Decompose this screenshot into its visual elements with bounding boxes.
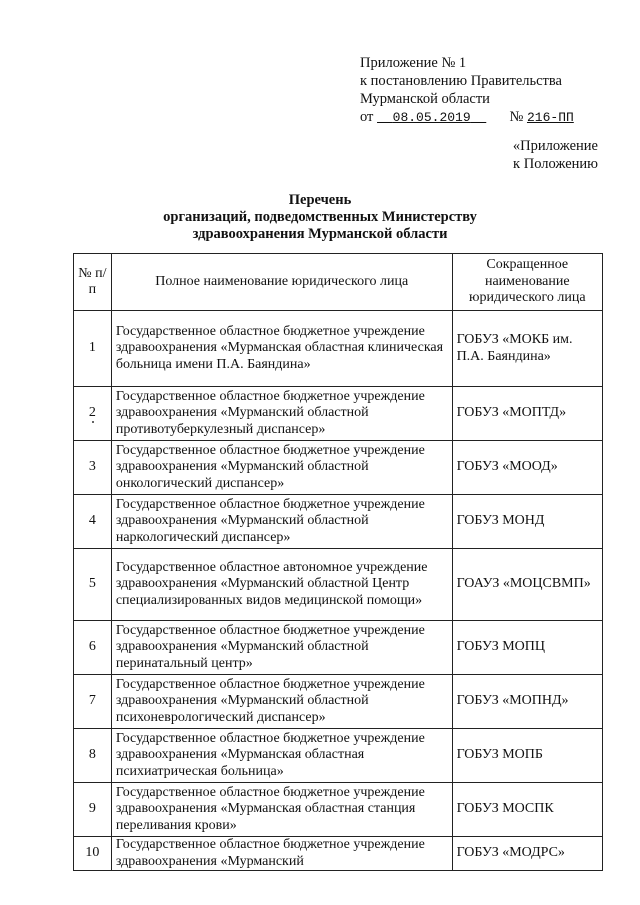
title-line-2: организаций, подведомственных Министерству — [163, 209, 477, 225]
row-number: 6 — [74, 621, 112, 675]
full-name-cell: Государственное областное бюджетное учреждение здравоохранения «Мурманская областная станция переливания крови» — [111, 783, 452, 837]
table-header-row — [74, 254, 603, 311]
short-name-cell: ГОБУЗ МОНД — [452, 495, 602, 549]
full-name-cell: Государственное областное бюджетное учреждение здравоохранения «Мурманский областной противотуберкулезный диспансер» — [111, 387, 452, 441]
table-row — [74, 621, 603, 675]
appendix-region-line: Мурманской области — [360, 91, 490, 107]
full-name-cell: Государственное областное бюджетное учреждение здравоохранения «Мурманская областная клиническая больница имени П.А. Баяндина» — [111, 311, 452, 387]
short-name-cell: ГОАУЗ «МОЦСВМП» — [452, 549, 602, 621]
short-name-cell: ГОБУЗ «МОДРС» — [452, 837, 602, 871]
row-number: 5 — [74, 549, 112, 621]
appendix-block — [360, 54, 574, 127]
full-name-cell: Государственное областное бюджетное учреждение здравоохранения «Мурманский областной онкологический диспансер» — [111, 441, 452, 495]
header-full-name: Полное наименование юридического лица — [111, 254, 452, 311]
appendix-date-line — [360, 108, 574, 127]
table-row — [74, 441, 603, 495]
table-row — [74, 783, 603, 837]
table-row — [74, 495, 603, 549]
table-row — [74, 729, 603, 783]
document-title — [0, 192, 640, 243]
full-name-cell: Государственное областное бюджетное учреждение здравоохранения «Мурманский — [111, 837, 452, 871]
table-row — [74, 837, 603, 871]
short-name-cell: ГОБУЗ МОПЦ — [452, 621, 602, 675]
annex-block — [513, 137, 598, 173]
short-name-cell: ГОБУЗ «МООД» — [452, 441, 602, 495]
header-num: № п/п — [74, 254, 112, 311]
short-name-cell: ГОБУЗ МОСПК — [452, 783, 602, 837]
full-name-cell: Государственное областное бюджетное учреждение здравоохранения «Мурманский областной психоневрологический диспансер» — [111, 675, 452, 729]
table-body — [74, 311, 603, 871]
full-name-cell: Государственное областное бюджетное учреждение здравоохранения «Мурманский областной перинатальный центр» — [111, 621, 452, 675]
row-number: 9 — [74, 783, 112, 837]
date-prefix: от — [360, 109, 374, 125]
appendix-title: Приложение № 1 — [360, 55, 467, 71]
appendix-decree-line: к постановлению Правительства — [360, 73, 562, 89]
organizations-table — [73, 253, 603, 871]
full-name-cell: Государственное областное автономное учреждение здравоохранения «Мурманский областной Центр специализированных видов медицинской помощи» — [111, 549, 452, 621]
row-number: 4 — [74, 495, 112, 549]
title-line-3: здравоохранения Мурманской области — [192, 226, 448, 242]
annex-title: «Приложение — [512, 138, 598, 154]
table-row — [74, 387, 603, 441]
row-number: 7 — [74, 675, 112, 729]
table-row — [74, 675, 603, 729]
table-row — [74, 311, 603, 387]
annex-ref: к Положению — [513, 156, 598, 172]
row-number: 8 — [74, 729, 112, 783]
decree-date: 08.05.2019 — [392, 110, 471, 125]
full-name-cell: Государственное областное бюджетное учреждение здравоохранения «Мурманский областной наркологический диспансер» — [111, 495, 452, 549]
short-name-cell: ГОБУЗ «МОКБ им. П.А. Баяндина» — [452, 311, 602, 387]
short-name-cell: ГОБУЗ «МОПТД» — [452, 387, 602, 441]
short-name-cell: ГОБУЗ МОПБ — [452, 729, 602, 783]
number-prefix: № — [509, 109, 524, 125]
table-row — [74, 549, 603, 621]
row-number: 1 — [74, 311, 112, 387]
decree-number: 216-ПП — [526, 110, 574, 125]
row-number: 10 — [74, 837, 112, 871]
title-line-1: Перечень — [288, 192, 352, 208]
header-short-name: Сокращенное наименование юридического лица — [452, 254, 602, 311]
row-number: 3 — [74, 441, 112, 495]
full-name-cell: Государственное областное бюджетное учреждение здравоохранения «Мурманская областная психиатрическая больница» — [111, 729, 452, 783]
short-name-cell: ГОБУЗ «МОПНД» — [452, 675, 602, 729]
row-number: 2 — [74, 387, 112, 441]
